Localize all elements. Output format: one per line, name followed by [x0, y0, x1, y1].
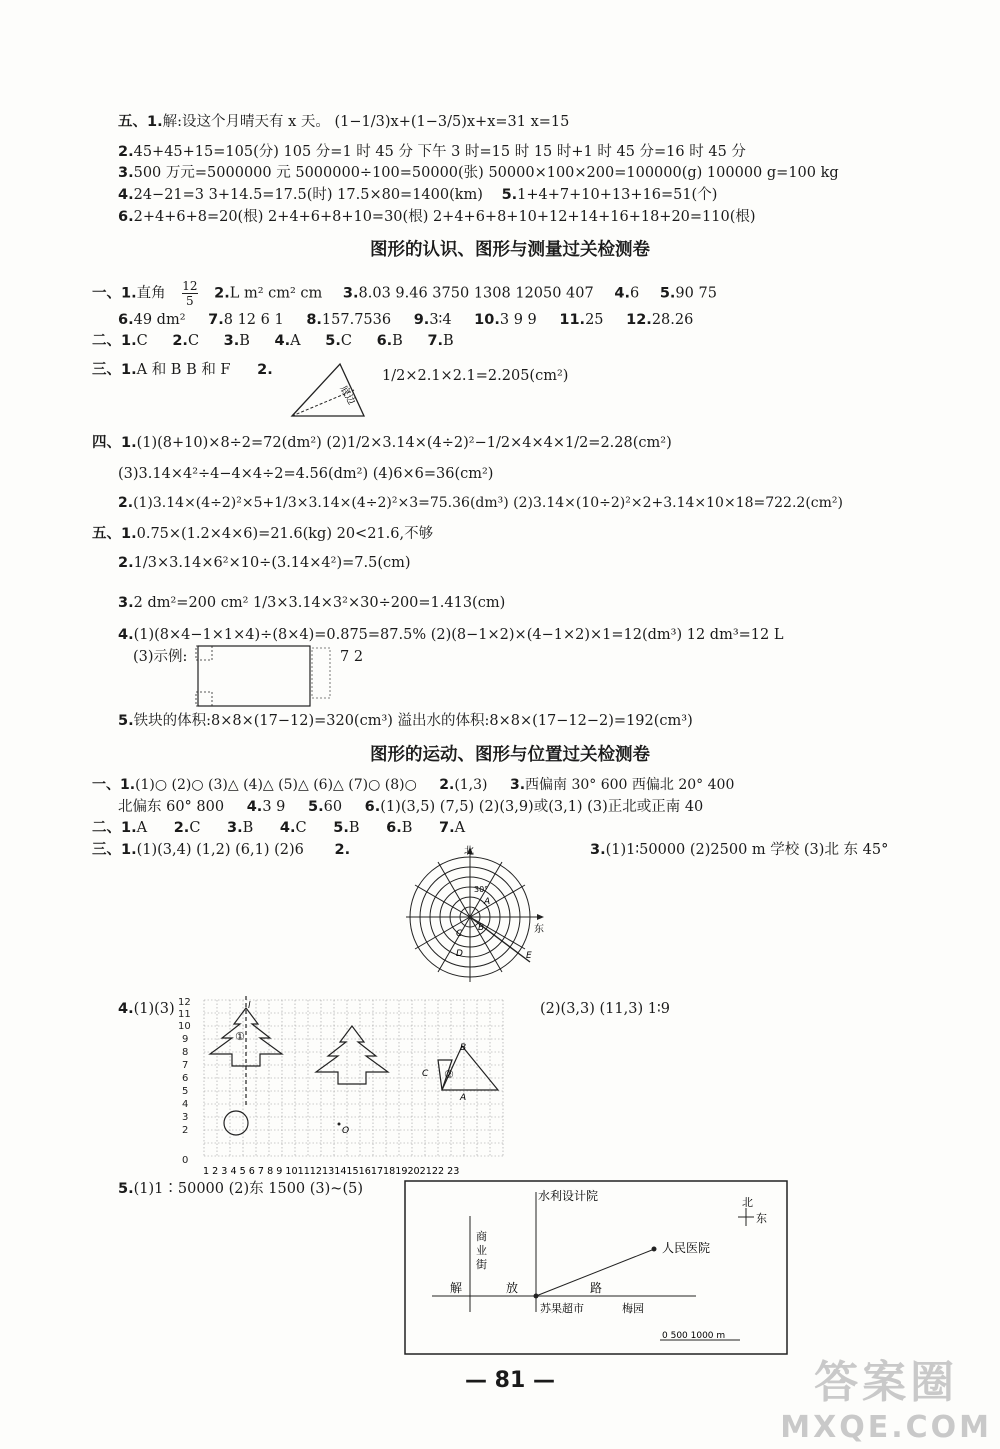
map-road-char: 解: [450, 1281, 463, 1295]
y-tick: 6: [182, 1073, 189, 1084]
angle-label: 30°: [474, 885, 489, 894]
q-text: (1)(8+10)×8÷2=72(dm²) (2)1/2×3.14×(4÷2)²−1/2×4×4×1/2=2.28(cm²): [136, 435, 672, 451]
map-road-char: 放: [506, 1281, 519, 1295]
q-label: 11.: [559, 312, 586, 328]
q-text: L m² cm² cm: [229, 285, 323, 302]
watermark-line1: 答案圈: [814, 1357, 959, 1408]
t1-line10: [118, 594, 505, 612]
q-text: (1)1∶50000 (2)2500 m 学校 (3)北 东 45°: [605, 842, 889, 858]
q-label: 3.: [509, 777, 526, 793]
q-label: 7.: [208, 312, 224, 328]
q-label: 5.: [659, 285, 676, 302]
q-label: 5.: [325, 333, 341, 349]
t1-line4-calc: [382, 367, 568, 385]
q-text: 西偏南 30° 600 西偏北 20° 400: [525, 777, 735, 793]
q-label: 2.: [172, 333, 188, 349]
q-text: 3 9: [262, 799, 286, 815]
q-text: C: [189, 820, 201, 836]
q-label: 4.: [118, 187, 134, 203]
q-label: 2.: [214, 285, 230, 302]
map-supermarket: 苏果超市: [540, 1302, 584, 1315]
sec5-line1: [118, 113, 569, 131]
q-label: 7.: [427, 333, 444, 349]
q-text: (3)3.14×4²÷4−4×4÷2=4.56(dm²) (4)6×6=36(cm²): [118, 466, 494, 482]
q-label: 8.: [306, 312, 322, 328]
q-label: 四、1.: [92, 435, 137, 451]
q-label: 3.: [590, 842, 606, 858]
q-text: 7 2: [340, 649, 364, 665]
q-label: 5.: [118, 1181, 134, 1197]
t1-line12: [133, 648, 187, 666]
section-title-shapes-measure: 图形的认识、图形与测量过关检测卷: [370, 240, 650, 260]
q-text: (1)1∶50000 (2)东 1500 (3)~(5): [133, 1181, 363, 1197]
north-label: 北: [464, 846, 474, 857]
triangle-base-label: 底边: [337, 384, 357, 407]
q-label: 6.: [364, 799, 381, 815]
q-text: 8.03 9.46 3750 1308 12050 407: [358, 285, 594, 302]
q-label: 5.: [118, 713, 134, 729]
q-text: 49 dm²: [133, 312, 186, 328]
q-text: B: [392, 333, 403, 349]
q-text: 90 75: [675, 285, 717, 302]
watermark: [780, 1346, 992, 1445]
q-text: A 和 B B 和 F: [136, 362, 231, 378]
q-text: 0.75×(1.2×4×6)=21.6(kg) 20<21.6,不够: [136, 526, 434, 542]
q-text: 24−21=3 3+14.5=17.5(时) 17.5×80=1400(km): [133, 187, 483, 203]
q-label: 2.: [334, 842, 351, 858]
point-d: D: [456, 949, 463, 959]
q-label: 7.: [438, 820, 455, 836]
t1-line8: [92, 525, 433, 543]
q-label: 6.: [386, 820, 402, 836]
q-text: (1)○ (2)○ (3)△ (4)△ (5)△ (6)△ (7)○ (8)○: [135, 777, 417, 793]
q-text: C: [295, 820, 307, 836]
t1-line7: [118, 494, 843, 512]
q-label: 三、1.: [92, 362, 137, 378]
q-label: 2.: [118, 495, 134, 511]
map-street-char: 街: [476, 1258, 487, 1271]
q-label: 3.: [118, 165, 134, 181]
t1-line1: [92, 279, 717, 308]
t1-line2: [118, 311, 693, 329]
q-label: 9.: [413, 312, 430, 328]
y-tick: 9: [182, 1034, 189, 1045]
q-text: (1,3): [454, 777, 488, 793]
map-hospital: 人民医院: [662, 1241, 711, 1255]
q-label: 2.: [257, 362, 273, 378]
q-label: 4.: [274, 333, 291, 349]
t2-line4-q3: [590, 841, 888, 859]
q-label: 3.: [227, 820, 243, 836]
q-text: 1/2×2.1×2.1=2.205(cm²): [382, 368, 569, 384]
page-number-value: 81: [494, 1368, 526, 1393]
q-text: 铁块的体积:8×8×(17−12)=320(cm³) 溢出水的体积:8×8×(17−12−2)=192(cm³): [133, 713, 693, 729]
line-l-label: l: [248, 1001, 251, 1011]
q-text: 直角: [136, 285, 166, 302]
y-tick: 10: [178, 1021, 191, 1032]
q-label: 3.: [223, 333, 240, 349]
t2-line6: [118, 1180, 363, 1198]
shape-mark-1: ①: [235, 1030, 245, 1043]
y-tick: 2: [182, 1125, 189, 1136]
q-label: 6.: [118, 312, 134, 328]
q-text: B: [348, 820, 360, 836]
q-text: (2)(3,3) (11,3) 1∶9: [540, 1001, 670, 1017]
q-text: (1)3.14×(4÷2)²×5+1/3×3.14×(4÷2)²×3=75.36(dm³) (2)3.14×(10÷2)²×2+3.14×10×18=722.2(cm²): [133, 495, 843, 511]
q-text: 60: [323, 799, 343, 815]
section-title-motion-position: 图形的运动、图形与位置过关检测卷: [370, 745, 650, 765]
q-text: (1)(8×4−1×1×4)÷(8×4)=0.875=87.5% (2)(8−1×2)×(4−1×2)×1=12(dm³) 12 dm³=12 L: [133, 627, 784, 643]
map-garden: 梅园: [622, 1302, 644, 1315]
q-label: 4.: [118, 627, 134, 643]
sec5-line6: [118, 208, 756, 226]
q-label: 二、1.: [92, 820, 137, 836]
q-text: A: [290, 333, 301, 349]
t2-line5: [118, 1000, 175, 1018]
point-e: E: [526, 951, 532, 961]
q-label: 一、1.: [92, 777, 136, 793]
q-text: 2 dm²=200 cm² 1/3×3.14×3²×30÷200=1.413(cm): [133, 595, 506, 611]
q-label: 5.: [308, 799, 324, 815]
sec5-line2: [118, 143, 746, 161]
point-c: C: [456, 929, 463, 939]
y-tick: 8: [182, 1047, 189, 1058]
x-axis-ticks: 1 2 3 4 5 6 7 8 9 10111213141516171819202122 23: [203, 1166, 460, 1177]
t2-line4: [92, 841, 350, 859]
sec5-line4: [118, 186, 717, 204]
q-label: 10.: [474, 312, 500, 328]
q-text: 北偏东 60° 800: [118, 799, 225, 815]
y-tick: 4: [182, 1099, 189, 1110]
q-label: 12.: [626, 312, 652, 328]
q-text: C: [340, 333, 352, 349]
q-label: 2.: [118, 555, 134, 571]
q-label: 五、1.: [118, 114, 163, 130]
point-a: A: [484, 897, 491, 907]
q-text: 25: [585, 312, 604, 328]
q-text: 8 12 6 1: [223, 312, 284, 328]
q-text: 45+45+15=105(分) 105 分=1 时 45 分 下午 3 时=15 时 15 时+1 时 45 分=16 时 45 分: [133, 144, 746, 160]
q-text: 3∶4: [429, 312, 452, 328]
t1-line3: [92, 332, 454, 350]
map-scale: 0 500 1000 m: [662, 1331, 726, 1341]
y-axis-ticks: [178, 997, 191, 1166]
q-label: 6.: [118, 209, 134, 225]
triangle-figure: [288, 358, 368, 420]
q-label: 2.: [118, 144, 134, 160]
y-tick: 3: [182, 1112, 189, 1123]
t1-line9: [118, 554, 411, 572]
point-b: B: [478, 923, 485, 933]
map-figure: [404, 1180, 788, 1355]
t2-line1: [92, 776, 734, 794]
q-text: 2+4+6+8=20(根) 2+4+6+8+10=30(根) 2+4+6+8+10+12+14+16+18+20=110(根): [133, 209, 756, 225]
q-label: 三、1.: [92, 842, 137, 858]
q-text: 1/3×3.14×6²×10÷(3.14×4²)=7.5(cm): [133, 555, 411, 571]
q-text: 解:设这个月晴天有 x 天。 (1−1/3)x+(1−3/5)x+x=31 x=15: [162, 114, 570, 130]
q-text: 157.7536: [321, 312, 392, 328]
q-text: (3)示例:: [133, 649, 188, 665]
q-label: 二、1.: [92, 333, 137, 349]
t2-line2: [118, 798, 703, 816]
q-text: A: [136, 820, 148, 836]
q-text: B: [443, 333, 454, 349]
q-text: B: [242, 820, 254, 836]
map-water-design-institute: 水利设计院: [538, 1189, 599, 1203]
q-text: B: [401, 820, 413, 836]
map-street-char: 业: [476, 1244, 487, 1257]
q-text: A: [454, 820, 466, 836]
grid-point-b: B: [460, 1043, 467, 1053]
y-tick: 0: [182, 1155, 189, 1166]
east-label: 东: [534, 924, 544, 935]
q-label: 4.: [614, 285, 630, 302]
t1-line11: [118, 626, 783, 644]
sec5-line3: [118, 164, 839, 182]
grid-point-a: A: [460, 1093, 467, 1103]
q-text: C: [187, 333, 200, 349]
q-label: 4.: [118, 1001, 134, 1017]
map-street-char: 商: [476, 1230, 487, 1243]
q-text: 6: [629, 285, 640, 302]
polar-figure: [398, 842, 548, 992]
q-label: 3.: [342, 285, 359, 302]
q-label: 2.: [439, 777, 455, 793]
t1-line12-nums: [340, 648, 363, 666]
t1-line6: [118, 465, 493, 483]
map-north-label: 北: [742, 1196, 753, 1209]
t1-line13: [118, 712, 693, 730]
t1-line4: [92, 361, 273, 379]
grid-figure: [176, 996, 520, 1178]
q-text: C: [136, 333, 148, 349]
q-label: 5.: [501, 187, 518, 203]
fraction: [182, 279, 197, 308]
fraction-den: 5: [186, 294, 194, 308]
q-text: 28.26: [651, 312, 694, 328]
map-east-label: 东: [756, 1212, 767, 1225]
q-text: (1)(3): [133, 1001, 175, 1017]
q-text: 1+4+7+10+13+16=51(个): [517, 187, 718, 203]
q-text: (1)(3,5) (7,5) (2)(3,9)或(3,1) (3)正北或正南 40: [380, 799, 704, 815]
q-label: 2.: [173, 820, 190, 836]
watermark-line2: MXQE.COM: [780, 1410, 992, 1445]
grid-point-c: C: [422, 1069, 429, 1079]
q-text: (1)(3,4) (1,2) (6,1) (2)6: [136, 842, 304, 858]
q-text: 3 9 9: [499, 312, 537, 328]
y-tick: 5: [182, 1086, 189, 1097]
page-number: — 81 —: [465, 1368, 555, 1393]
y-tick: 12: [178, 997, 191, 1008]
map-road-char: 路: [590, 1281, 603, 1295]
y-tick: 11: [178, 1009, 191, 1020]
t2-line3: [92, 819, 465, 837]
box-net-figure: [194, 644, 334, 710]
q-label: 一、1.: [92, 285, 137, 302]
shape-mark-2: ②: [444, 1068, 454, 1081]
t2-line5-q2: [540, 1000, 670, 1018]
q-label: 5.: [333, 820, 349, 836]
q-text: 500 万元=5000000 元 5000000÷100=50000(张) 50000×100×200=100000(g) 100000 g=100 kg: [133, 165, 839, 181]
y-tick: 7: [182, 1060, 189, 1071]
q-label: 4.: [246, 799, 263, 815]
q-text: B: [239, 333, 250, 349]
q-label: 6.: [376, 333, 393, 349]
q-label: 3.: [118, 595, 134, 611]
q-label: 五、1.: [92, 526, 137, 542]
q-label: 4.: [279, 820, 296, 836]
t1-line5: [92, 434, 672, 452]
grid-point-o: O: [342, 1126, 350, 1136]
fraction-num: 12: [182, 279, 198, 293]
